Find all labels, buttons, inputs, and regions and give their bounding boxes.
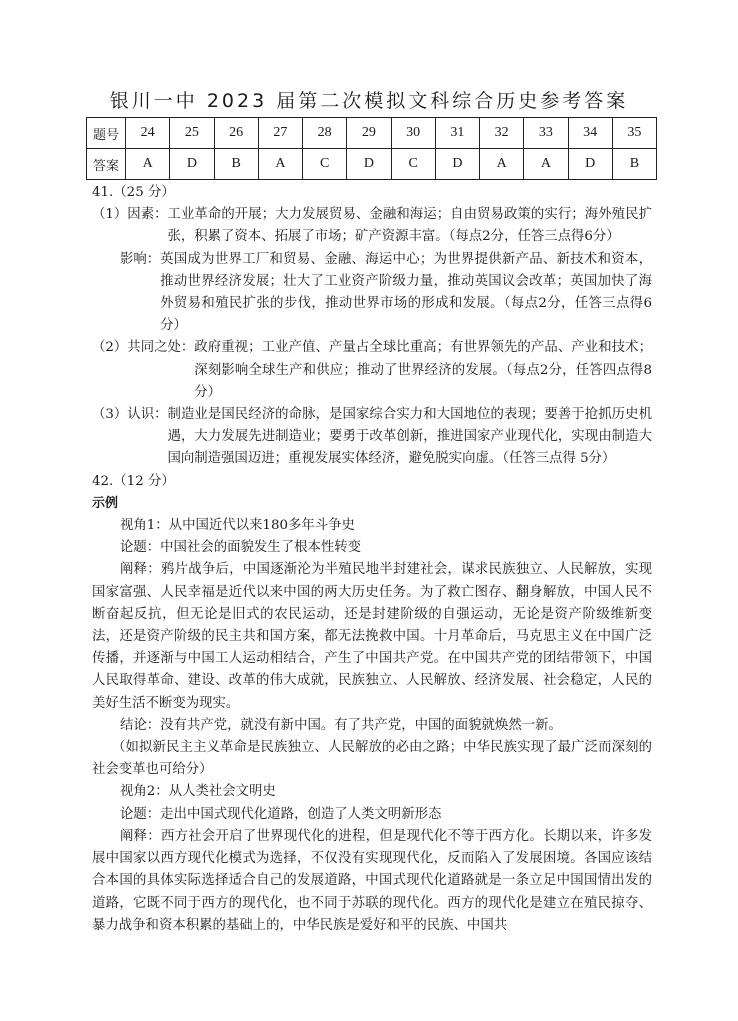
row-label: 答案 — [87, 149, 126, 180]
row-label: 题号 — [87, 118, 126, 149]
answer-cell: D — [170, 149, 214, 180]
q42-view1-note: （如拟新民主主义革命是民族独立、人民解放的必由之路；中华民族实现了最广泛而深刻的社会变革也可给分） — [92, 740, 652, 778]
answer-cell: A — [126, 149, 170, 180]
answer-cell: D — [435, 149, 479, 180]
answer-cell: A — [480, 149, 524, 180]
q41-impact-label: 影响： — [120, 251, 161, 267]
q41-heading: 41.（25 分） — [92, 185, 175, 200]
question-number: 26 — [214, 118, 258, 149]
q42-view1-thesis: 论题：中国社会的面貌发生了根本性转变 — [120, 540, 362, 556]
q41-part1-impact — [92, 249, 652, 338]
q42-view2-explanation: 阐释：西方社会开启了世界现代化的进程，但是现代化不等于西方化。长期以来，许多发展中国家以西方现代化模式为选择，不仅没有实现现代化，反而陷入了发展困境。各国应该结合本国的具体实际选择适合自己的发展道路，中国式现代化道路就是一条立足中国国情出发的道路，它既不同于西方的现代化，也不同于苏联的现代化。西方的现代化是建立在殖民掠夺、暴力战争和资本积累的基础上的，中华民族是爱好和平的民族、中国共 — [92, 828, 652, 933]
question-number: 29 — [347, 118, 391, 149]
q41-part2-label: （2）共同之处： — [92, 340, 195, 356]
question-number: 32 — [480, 118, 524, 149]
question-number: 30 — [391, 118, 435, 149]
answer-cell: D — [347, 149, 391, 180]
page-title: 银川一中 2023 届第二次模拟文科综合历史参考答案 — [109, 90, 629, 112]
answer-cell: C — [303, 149, 347, 180]
question-number: 33 — [524, 118, 568, 149]
answer-cell: A — [258, 149, 302, 180]
q41-part1-text: 工业革命的开展；大力发展贸易、金融和海运；自由贸易政策的实行；海外殖民扩张，积累了资本、拓展了市场；矿产资源丰富。（每点2分，任答三点得6分） — [167, 207, 652, 245]
answer-cell: D — [568, 149, 612, 180]
q41-part1-factors — [92, 204, 652, 248]
q41-part3-label: （3）认识： — [92, 407, 168, 423]
q42-view1-explanation: 阐释：鸦片战争后，中国逐渐沦为半殖民地半封建社会，谋求民族独立、人民解放，实现国家富强、人民幸福是近代以来中国的两大历史任务。为了救亡图存、翻身解放，中国人民不断奋起反抗，但无论是旧式的农民运动，还是封建阶级的自强运动，无论是资产阶级维新变法，还是资产阶级的民主共和国方案，都无法挽救中国。十月革命后，马克思主义在中国广泛传播，并逐渐与中国工人运动相结合，产生了中国共产党。在中国共产党的团结带领下，中国人民取得革命、建设、改革的伟大成就，民族独立、人民解放、经济发展、社会稳定，人民的美好生活不断变为现实。 — [92, 562, 652, 711]
answer-cell: C — [391, 149, 435, 180]
answer-content — [92, 182, 652, 937]
question-number: 35 — [612, 118, 656, 149]
table-row-answers — [87, 149, 657, 180]
q41-part3-text: 制造业是国民经济的命脉，是国家综合实力和大国地位的表现；要善于抢抓历史机遇，大力发展先进制造业；要勇于改革创新，推进国家产业现代化，实现由制造大国向制造强国迈进；重视发展实体经济，避免脱实向虚。（任答三点得 5分） — [167, 407, 652, 467]
q41-impact-text: 英国成为世界工厂和贸易、金融、海运中心；为世界提供新产品、新技术和资本，推动世界经济发展；壮大了工业资产阶级力量，推动英国议会改革；英国加快了海外贸易和殖民扩张的步伐，推动世界市场的形成和发展。（每点2分，任答三点得6分） — [160, 251, 652, 334]
q41-part3 — [92, 404, 652, 471]
answer-cell: B — [214, 149, 258, 180]
q41-part2-text: 政府重视；工业产值、产量占全球比重高；有世界领先的产品、产业和技术；深刻影响全球生产和供应；推动了世界经济的发展。（每点2分，任答四点得8分） — [194, 340, 652, 400]
q42-view2-angle: 视角2：从人类社会文明史 — [120, 784, 276, 800]
question-number: 25 — [170, 118, 214, 149]
q42-view1-angle: 视角1：从中国近代以来180多年斗争史 — [120, 518, 355, 534]
q41-part2 — [92, 337, 652, 404]
question-number: 31 — [435, 118, 479, 149]
question-number: 27 — [258, 118, 302, 149]
q42-view2-thesis: 论题：走出中国式现代化道路，创造了人类文明新形态 — [120, 806, 442, 822]
answer-cell: A — [524, 149, 568, 180]
question-number: 28 — [303, 118, 347, 149]
q42-view1-conclusion: 结论：没有共产党，就没有新中国。有了共产党，中国的面貌就焕然一新。 — [120, 717, 562, 733]
table-row-numbers — [87, 118, 657, 149]
q42-heading: 42.（12 分） — [92, 473, 175, 489]
question-number: 24 — [126, 118, 170, 149]
q41-part1-label: （1）因素： — [92, 207, 168, 223]
answer-cell: B — [612, 149, 656, 180]
answer-table — [86, 117, 657, 180]
question-number: 34 — [568, 118, 612, 149]
q42-example-label: 示例 — [92, 495, 119, 511]
